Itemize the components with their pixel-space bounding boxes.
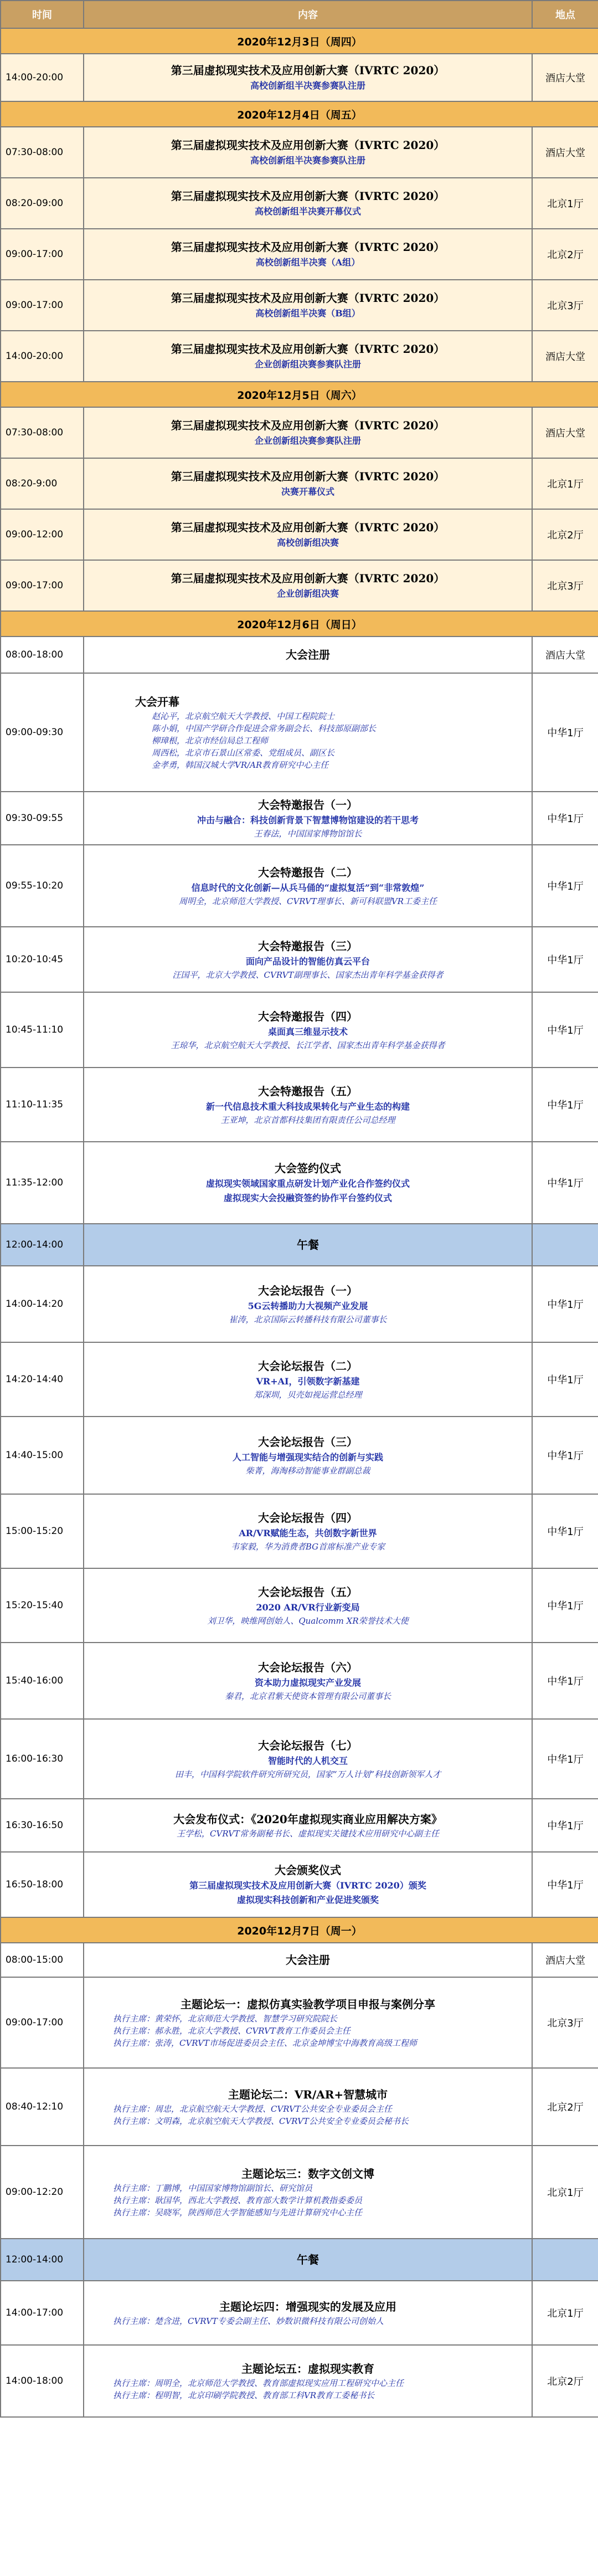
session-row bbox=[1, 1977, 598, 2068]
session-content bbox=[84, 1943, 532, 1977]
session-place: 中华1厅 bbox=[532, 1068, 598, 1142]
session-place: 酒店大堂 bbox=[532, 331, 598, 382]
session-speaker: 韦家毅，华为消费者BG首席标准产业专家 bbox=[230, 1542, 385, 1552]
lunch-row bbox=[1, 1224, 598, 1266]
session-speaker: 执行主席：黄荣怀，北京师范大学教授、智慧学习研究院院长 bbox=[113, 2014, 338, 2024]
session-row bbox=[1, 458, 598, 509]
session-subtitle: 企业创新组决赛参赛队注册 bbox=[254, 359, 361, 370]
session-place bbox=[532, 2239, 598, 2281]
header-row bbox=[1, 1, 598, 28]
session-title: 第三届虚拟现实技术及应用创新大赛（IVRTC 2020） bbox=[171, 521, 445, 534]
session-title: 大会论坛报告（一） bbox=[258, 1284, 358, 1297]
session-place bbox=[532, 1224, 598, 1266]
session-content bbox=[84, 331, 532, 382]
session-time: 10:45-11:10 bbox=[1, 992, 84, 1068]
session-content bbox=[84, 673, 532, 792]
session-content bbox=[84, 1417, 532, 1494]
day-row bbox=[1, 101, 598, 127]
session-time: 16:30-16:50 bbox=[1, 1799, 84, 1852]
session-content bbox=[84, 280, 532, 331]
session-content bbox=[84, 845, 532, 927]
session-content bbox=[84, 2068, 532, 2146]
session-subtitle: 虚拟现实大会投融资签约协作平台签约仪式 bbox=[223, 1193, 392, 1203]
session-time: 15:40-16:00 bbox=[1, 1643, 84, 1719]
session-row bbox=[1, 792, 598, 845]
session-time: 14:00-20:00 bbox=[1, 54, 84, 101]
session-time: 15:00-15:20 bbox=[1, 1494, 84, 1568]
session-subtitle: 高校创新组决赛 bbox=[276, 537, 339, 548]
session-subtitle: 虚拟现实领域国家重点研发计划产业化合作签约仪式 bbox=[205, 1178, 410, 1189]
session-time: 08:20-09:00 bbox=[1, 178, 84, 229]
session-row bbox=[1, 407, 598, 458]
session-content bbox=[84, 2345, 532, 2417]
header-place: 地点 bbox=[532, 1, 598, 28]
schedule-body bbox=[1, 28, 598, 2417]
session-content bbox=[84, 1977, 532, 2068]
session-content bbox=[84, 1643, 532, 1719]
session-speaker: 王琼华，北京航空航天大学教授、长江学者、国家杰出青年科学基金获得者 bbox=[171, 1040, 445, 1050]
session-speaker: 执行主席：郝永胜，北京大学教授、CVRVT教育工作委员会主任 bbox=[113, 2026, 350, 2036]
session-row bbox=[1, 509, 598, 560]
session-subtitle: 桌面真三维显示技术 bbox=[267, 1027, 348, 1037]
session-row bbox=[1, 1417, 598, 1494]
session-place: 北京3厅 bbox=[532, 280, 598, 331]
session-row bbox=[1, 637, 598, 673]
session-title: 主题论坛四：增强现实的发展及应用 bbox=[219, 2300, 396, 2313]
session-place: 酒店大堂 bbox=[532, 637, 598, 673]
session-speaker: 执行主席：楚含进，CVRVT专委会副主任、妙数识微科技有限公司创始人 bbox=[113, 2316, 384, 2326]
session-content bbox=[84, 792, 532, 845]
session-speaker: 执行主席：丁鹏博，中国国家博物馆副馆长、研究馆员 bbox=[113, 2183, 313, 2193]
session-time: 14:40-15:00 bbox=[1, 1417, 84, 1494]
session-place: 酒店大堂 bbox=[532, 54, 598, 101]
session-place: 中华1厅 bbox=[532, 673, 598, 792]
session-row bbox=[1, 1494, 598, 1568]
session-time: 12:00-14:00 bbox=[1, 2239, 84, 2281]
session-content bbox=[84, 1068, 532, 1142]
session-speaker: 王学松，CVRVT常务副秘书长、虚拟现实关键技术应用研究中心副主任 bbox=[177, 1829, 439, 1839]
session-time: 11:10-11:35 bbox=[1, 1068, 84, 1142]
session-title: 第三届虚拟现实技术及应用创新大赛（IVRTC 2020） bbox=[171, 342, 445, 356]
session-content bbox=[84, 2281, 532, 2345]
session-time: 08:20-9:00 bbox=[1, 458, 84, 509]
session-title: 大会论坛报告（六） bbox=[258, 1661, 358, 1674]
session-time: 14:00-17:00 bbox=[1, 2281, 84, 2345]
session-place: 中华1厅 bbox=[532, 1342, 598, 1417]
session-row bbox=[1, 560, 598, 611]
session-row bbox=[1, 229, 598, 280]
session-title: 大会论坛报告（二） bbox=[258, 1359, 358, 1373]
session-place: 北京1厅 bbox=[532, 2281, 598, 2345]
session-time: 09:00-17:00 bbox=[1, 560, 84, 611]
session-title: 第三届虚拟现实技术及应用创新大赛（IVRTC 2020） bbox=[171, 240, 445, 254]
session-time: 09:00-17:00 bbox=[1, 1977, 84, 2068]
session-speaker: 柳璋根，北京市经信局总工程师 bbox=[152, 736, 269, 746]
session-content bbox=[84, 127, 532, 178]
session-row bbox=[1, 2281, 598, 2345]
session-place: 中华1厅 bbox=[532, 845, 598, 927]
session-speaker: 王春法，中国国家博物馆馆长 bbox=[254, 829, 362, 839]
session-time: 07:30-08:00 bbox=[1, 127, 84, 178]
session-speaker: 周明全，北京师范大学教授、CVRVT理事长、新可科联盟VR工委主任 bbox=[178, 896, 437, 906]
session-subtitle: 第三届虚拟现实技术及应用创新大赛（IVRTC 2020）颁奖 bbox=[189, 1880, 426, 1891]
session-place: 北京3厅 bbox=[532, 1977, 598, 2068]
session-place: 中华1厅 bbox=[532, 1266, 598, 1342]
day-date: 2020年12月4日（周五） bbox=[1, 101, 598, 127]
session-speaker: 秦君，北京君紫天使资本管理有限公司董事长 bbox=[224, 1691, 391, 1701]
session-row bbox=[1, 1342, 598, 1417]
session-time: 08:00-15:00 bbox=[1, 1943, 84, 1977]
day-date: 2020年12月7日（周一） bbox=[1, 1917, 598, 1943]
session-place: 中华1厅 bbox=[532, 792, 598, 845]
session-time: 09:00-12:20 bbox=[1, 2146, 84, 2239]
session-title: 大会发布仪式：《2020年虚拟现实商业应用解决方案》 bbox=[173, 1813, 442, 1826]
day-date: 2020年12月3日（周四） bbox=[1, 28, 598, 54]
session-time: 14:00-14:20 bbox=[1, 1266, 84, 1342]
day-row bbox=[1, 611, 598, 637]
session-time: 09:00-09:30 bbox=[1, 673, 84, 792]
session-speaker: 执行主席：耿国华，西北大学教授、教育部大数学计算机教指委委员 bbox=[113, 2195, 363, 2205]
session-time: 12:00-14:00 bbox=[1, 1224, 84, 1266]
session-content bbox=[84, 1719, 532, 1799]
session-subtitle: 企业创新组决赛参赛队注册 bbox=[254, 435, 361, 446]
session-row bbox=[1, 331, 598, 382]
session-content bbox=[84, 1224, 532, 1266]
session-speaker: 刘卫华，映维网创始人、Qualcomm XR荣誉技术大使 bbox=[207, 1616, 409, 1626]
session-place: 中华1厅 bbox=[532, 1417, 598, 1494]
session-row bbox=[1, 1266, 598, 1342]
session-place: 酒店大堂 bbox=[532, 407, 598, 458]
session-speaker: 赵沁平，北京航空航天大学教授、中国工程院院士 bbox=[152, 711, 335, 721]
session-subtitle: 高校创新组半决赛开幕仪式 bbox=[254, 206, 361, 217]
session-title: 大会论坛报告（三） bbox=[258, 1435, 358, 1449]
session-title: 大会注册 bbox=[286, 648, 330, 661]
session-content bbox=[84, 1568, 532, 1643]
session-content bbox=[84, 458, 532, 509]
session-title: 第三届虚拟现实技术及应用创新大赛（IVRTC 2020） bbox=[171, 470, 445, 483]
session-content bbox=[84, 54, 532, 101]
session-title: 大会特邀报告（三） bbox=[258, 940, 358, 953]
session-subtitle: 高校创新组半决赛（B组） bbox=[255, 308, 360, 319]
session-row bbox=[1, 1719, 598, 1799]
session-row bbox=[1, 2068, 598, 2146]
session-content bbox=[84, 2146, 532, 2239]
session-content bbox=[84, 1266, 532, 1342]
session-row bbox=[1, 1943, 598, 1977]
session-place: 中华1厅 bbox=[532, 1568, 598, 1643]
session-content bbox=[84, 1342, 532, 1417]
session-place: 北京2厅 bbox=[532, 2345, 598, 2417]
session-speaker: 陈小娟，中国产学研合作促进会常务副会长、科技部原副部长 bbox=[152, 723, 377, 733]
session-place: 酒店大堂 bbox=[532, 1943, 598, 1977]
session-subtitle: 信息时代的文化创新—从兵马俑的“虚拟复活”到“非常敦煌” bbox=[191, 882, 425, 893]
session-speaker: 执行主席：周忠，北京航空航天大学教授、CVRVT公共安全专业委员会主任 bbox=[113, 2104, 392, 2114]
session-content bbox=[84, 560, 532, 611]
session-content bbox=[84, 229, 532, 280]
session-title: 大会注册 bbox=[286, 1953, 330, 1967]
session-row bbox=[1, 178, 598, 229]
session-subtitle: 企业创新组决赛 bbox=[276, 588, 339, 599]
session-row bbox=[1, 1142, 598, 1224]
session-speaker: 执行主席：程明智，北京印刷学院教授、教育部工科VR教育工委秘书长 bbox=[113, 2390, 375, 2400]
session-title: 大会特邀报告（四） bbox=[258, 1010, 358, 1023]
session-subtitle: 2020 AR/VR行业新变局 bbox=[256, 1602, 360, 1613]
session-time: 16:00-16:30 bbox=[1, 1719, 84, 1799]
day-row bbox=[1, 1917, 598, 1943]
session-title: 大会特邀报告（五） bbox=[258, 1085, 358, 1098]
day-date: 2020年12月5日（周六） bbox=[1, 382, 598, 407]
session-time: 08:00-18:00 bbox=[1, 637, 84, 673]
session-place: 北京2厅 bbox=[532, 2068, 598, 2146]
session-title: 第三届虚拟现实技术及应用创新大赛（IVRTC 2020） bbox=[171, 138, 445, 152]
session-speaker: 柴菁，海淘移动智能事业群副总裁 bbox=[245, 1466, 370, 1476]
session-place: 北京2厅 bbox=[532, 229, 598, 280]
session-speaker: 执行主席：周明全，北京师范大学教授、教育部虚拟现实应用工程研究中心主任 bbox=[113, 2378, 404, 2388]
session-title: 午餐 bbox=[297, 1238, 319, 1251]
session-subtitle: 人工智能与增强现实结合的创新与实践 bbox=[232, 1452, 383, 1463]
session-title: 午餐 bbox=[297, 2253, 319, 2266]
session-place: 北京1厅 bbox=[532, 178, 598, 229]
session-subtitle: 新一代信息技术重大科技成果转化与产业生态的构建 bbox=[205, 1101, 410, 1112]
session-place: 北京2厅 bbox=[532, 509, 598, 560]
session-subtitle: 高校创新组半决赛参赛队注册 bbox=[250, 155, 365, 166]
lunch-row bbox=[1, 2239, 598, 2281]
session-title: 主题论坛二：VR/AR+智慧城市 bbox=[228, 2088, 388, 2101]
session-speaker: 执行主席：吴晓军，陕西师范大学智能感知与先进计算研究中心主任 bbox=[113, 2208, 363, 2218]
session-title: 主题论坛三：数字文创文博 bbox=[241, 2167, 374, 2180]
session-place: 中华1厅 bbox=[532, 1142, 598, 1224]
session-subtitle: 资本助力虚拟现实产业发展 bbox=[254, 1677, 361, 1688]
session-row bbox=[1, 1068, 598, 1142]
session-row bbox=[1, 2146, 598, 2239]
session-subtitle: VR+AI，引领数字新基建 bbox=[256, 1376, 360, 1387]
session-content bbox=[84, 407, 532, 458]
session-speaker: 汪国平，北京大学教授、CVRVT副理事长、国家杰出青年科学基金获得者 bbox=[172, 970, 444, 980]
session-title: 第三届虚拟现实技术及应用创新大赛（IVRTC 2020） bbox=[171, 64, 445, 77]
session-subtitle: 面向产品设计的智能仿真云平台 bbox=[245, 956, 370, 967]
session-title: 大会开幕 bbox=[135, 695, 179, 709]
session-place: 中华1厅 bbox=[532, 1643, 598, 1719]
session-content bbox=[84, 927, 532, 992]
session-content bbox=[84, 2239, 532, 2281]
session-title: 大会特邀报告（一） bbox=[258, 798, 358, 812]
session-content bbox=[84, 992, 532, 1068]
session-row bbox=[1, 54, 598, 101]
session-place: 酒店大堂 bbox=[532, 127, 598, 178]
session-content bbox=[84, 1799, 532, 1852]
session-row bbox=[1, 1568, 598, 1643]
session-title: 大会论坛报告（四） bbox=[258, 1511, 358, 1525]
session-row bbox=[1, 1799, 598, 1852]
session-place: 中华1厅 bbox=[532, 1852, 598, 1917]
session-content bbox=[84, 637, 532, 673]
session-time: 16:50-18:00 bbox=[1, 1852, 84, 1917]
session-time: 14:20-14:40 bbox=[1, 1342, 84, 1417]
session-time: 14:00-18:00 bbox=[1, 2345, 84, 2417]
session-place: 中华1厅 bbox=[532, 992, 598, 1068]
session-time: 09:00-17:00 bbox=[1, 229, 84, 280]
session-content bbox=[84, 1142, 532, 1224]
session-speaker: 崔涛，北京国际云转播科技有限公司董事长 bbox=[229, 1315, 387, 1325]
session-content bbox=[84, 178, 532, 229]
session-title: 第三届虚拟现实技术及应用创新大赛（IVRTC 2020） bbox=[171, 189, 445, 203]
session-speaker: 周西松，北京市石景山区常委、党组成员、副区长 bbox=[152, 748, 335, 758]
session-speaker: 金孝勇，韩国汉城大学VR/AR教育研究中心主任 bbox=[152, 760, 329, 770]
session-row bbox=[1, 845, 598, 927]
session-row bbox=[1, 2345, 598, 2417]
session-subtitle: 决赛开幕仪式 bbox=[281, 486, 334, 497]
session-time: 09:00-12:00 bbox=[1, 509, 84, 560]
session-title: 大会论坛报告（七） bbox=[258, 1739, 358, 1752]
session-time: 10:20-10:45 bbox=[1, 927, 84, 992]
session-time: 11:35-12:00 bbox=[1, 1142, 84, 1224]
session-time: 09:55-10:20 bbox=[1, 845, 84, 927]
session-speaker: 田丰，中国科学院软件研究所研究员，国家“万人计划”科技创新领军人才 bbox=[174, 1769, 441, 1779]
session-title: 主题论坛一：虚拟仿真实验教学项目申报与案例分享 bbox=[181, 1998, 435, 2011]
session-place: 中华1厅 bbox=[532, 1719, 598, 1799]
session-title: 大会签约仪式 bbox=[275, 1162, 341, 1175]
session-row bbox=[1, 927, 598, 992]
session-row bbox=[1, 1852, 598, 1917]
session-speaker: 王亚坤，北京首都科技集团有限责任公司总经理 bbox=[220, 1115, 395, 1125]
session-row bbox=[1, 992, 598, 1068]
session-row bbox=[1, 280, 598, 331]
day-row bbox=[1, 382, 598, 407]
session-subtitle: 智能时代的人机交互 bbox=[267, 1756, 348, 1766]
session-row bbox=[1, 673, 598, 792]
session-subtitle: 高校创新组半决赛（A组） bbox=[255, 257, 360, 268]
session-title: 第三届虚拟现实技术及应用创新大赛（IVRTC 2020） bbox=[171, 291, 445, 305]
session-subtitle: 虚拟现实科技创新和产业促进奖颁奖 bbox=[236, 1895, 379, 1905]
session-place: 北京3厅 bbox=[532, 560, 598, 611]
session-place: 北京1厅 bbox=[532, 458, 598, 509]
session-subtitle: AR/VR赋能生态，共创数字新世界 bbox=[239, 1528, 377, 1538]
day-row bbox=[1, 28, 598, 54]
session-time: 15:20-15:40 bbox=[1, 1568, 84, 1643]
day-date: 2020年12月6日（周日） bbox=[1, 611, 598, 637]
header-content: 内容 bbox=[84, 1, 532, 28]
session-content bbox=[84, 1852, 532, 1917]
session-title: 第三届虚拟现实技术及应用创新大赛（IVRTC 2020） bbox=[171, 572, 445, 585]
session-place: 中华1厅 bbox=[532, 1799, 598, 1852]
session-title: 第三届虚拟现实技术及应用创新大赛（IVRTC 2020） bbox=[171, 419, 445, 432]
session-speaker: 郑深圳，贝壳如视运营总经理 bbox=[254, 1390, 362, 1400]
session-place: 中华1厅 bbox=[532, 927, 598, 992]
session-time: 07:30-08:00 bbox=[1, 407, 84, 458]
header-time: 时间 bbox=[1, 1, 84, 28]
session-time: 08:40-12:10 bbox=[1, 2068, 84, 2146]
session-time: 09:30-09:55 bbox=[1, 792, 84, 845]
session-title: 大会论坛报告（五） bbox=[258, 1585, 358, 1599]
session-time: 14:00-20:00 bbox=[1, 331, 84, 382]
session-row bbox=[1, 1643, 598, 1719]
session-subtitle: 高校创新组半决赛参赛队注册 bbox=[250, 80, 365, 91]
session-place: 北京1厅 bbox=[532, 2146, 598, 2239]
session-title: 大会特邀报告（二） bbox=[258, 866, 358, 879]
session-title: 主题论坛五：虚拟现实教育 bbox=[241, 2362, 374, 2375]
session-subtitle: 冲击与融合：科技创新背景下智慧博物馆建设的若干思考 bbox=[197, 815, 419, 825]
session-subtitle: 5G云转播助力大视频产业发展 bbox=[248, 1301, 368, 1311]
session-speaker: 执行主席：张涛，CVRVT市场促进委员会主任、北京金坤博宝中海教育高级工程师 bbox=[113, 2038, 417, 2048]
session-content bbox=[84, 509, 532, 560]
session-place: 中华1厅 bbox=[532, 1494, 598, 1568]
session-title: 大会颁奖仪式 bbox=[275, 1864, 341, 1877]
session-speaker: 执行主席：文明森，北京航空航天大学教授、CVRVT公共安全专业委员会秘书长 bbox=[113, 2116, 409, 2126]
session-row bbox=[1, 127, 598, 178]
session-time: 09:00-17:00 bbox=[1, 280, 84, 331]
session-content bbox=[84, 1494, 532, 1568]
